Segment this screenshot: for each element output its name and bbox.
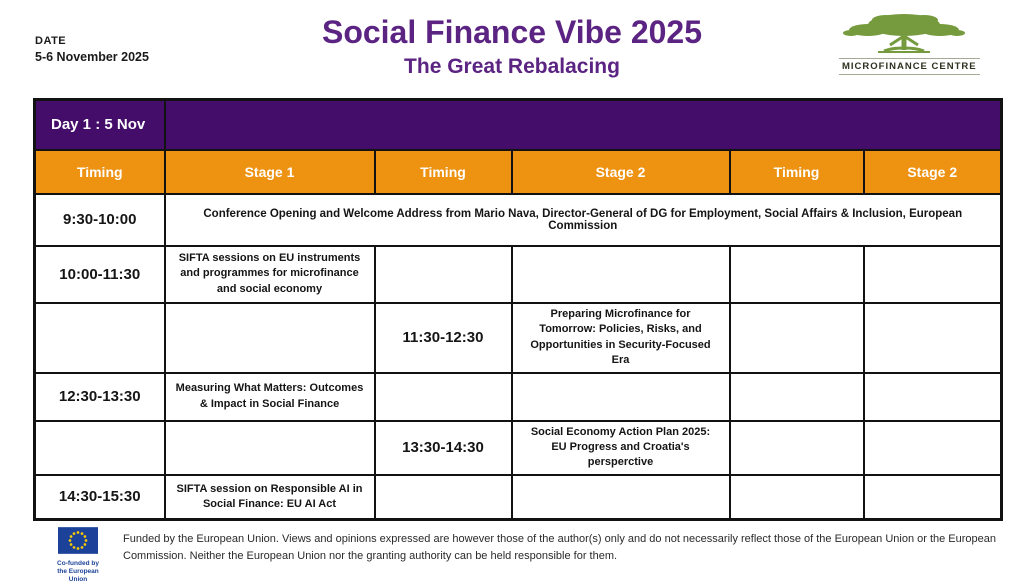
empty-cell <box>864 246 1002 303</box>
empty-cell <box>730 475 864 520</box>
empty-cell <box>730 246 864 303</box>
col-header-timing-3: Timing <box>730 150 864 194</box>
column-header-row <box>35 150 1002 194</box>
empty-cell <box>375 475 512 520</box>
timing-cell: 12:30-13:30 <box>35 373 165 421</box>
table-row <box>35 373 1002 421</box>
empty-cell <box>864 303 1002 373</box>
date-label: DATE <box>35 35 67 47</box>
funding-disclaimer: Funded by the European Union. Views and opinions expressed are however those of the author(s) only and do not necessarily reflect those of the European Union or the European Commission. Neither the European Union nor the granting authority can be held responsible for them. <box>123 533 997 562</box>
empty-cell <box>730 303 864 373</box>
col-header-stage-1: Stage 1 <box>165 150 375 194</box>
day-header-row <box>35 100 1002 150</box>
table-row <box>35 246 1002 303</box>
session-cell: Social Economy Action Plan 2025: EU Progress and Croatia's persperctive <box>512 421 730 475</box>
empty-cell <box>35 421 165 475</box>
session-cell: Measuring What Matters: Outcomes & Impact in Social Finance <box>165 373 375 421</box>
col-header-timing-2: Timing <box>375 150 512 194</box>
empty-cell <box>35 303 165 373</box>
empty-cell <box>864 475 1002 520</box>
tree-icon <box>842 12 966 56</box>
session-cell: SIFTA sessions on EU instruments and programmes for microfinance and social economy <box>165 246 375 303</box>
empty-cell <box>165 421 375 475</box>
empty-cell <box>165 303 375 373</box>
page-title: Social Finance Vibe 2025 <box>321 14 703 50</box>
col-header-stage-2b: Stage 2 <box>864 150 1002 194</box>
empty-cell <box>512 475 730 520</box>
table-row <box>35 303 1002 373</box>
agenda-table <box>33 98 1003 521</box>
empty-cell <box>375 373 512 421</box>
empty-cell <box>512 246 730 303</box>
table-row <box>35 475 1002 520</box>
empty-cell <box>512 373 730 421</box>
eu-flag-icon <box>58 527 98 554</box>
empty-cell <box>864 421 1002 475</box>
table-row <box>35 421 1002 475</box>
timing-cell: 11:30-12:30 <box>375 303 512 373</box>
microfinance-centre-logo <box>839 12 977 75</box>
timing-cell: 9:30-10:00 <box>35 194 165 246</box>
timing-cell: 14:30-15:30 <box>35 475 165 520</box>
day-label: Day 1 : 5 Nov <box>35 100 165 150</box>
logo-wordmark: MICROFINANCE CENTRE <box>839 58 980 75</box>
eu-cofunded-logo <box>57 527 99 584</box>
date-value: 5-6 November 2025 <box>35 50 149 64</box>
timing-cell: 10:00-11:30 <box>35 246 165 303</box>
empty-cell <box>864 373 1002 421</box>
schedule-table <box>33 98 1003 521</box>
session-cell: Conference Opening and Welcome Address from Mario Nava, Director-General of DG for Employment, Social Affairs & Inclusion, European Commission <box>165 194 1002 246</box>
session-cell: SIFTA session on Responsible AI in Social Finance: EU AI Act <box>165 475 375 520</box>
empty-cell <box>375 246 512 303</box>
col-header-stage-2: Stage 2 <box>512 150 730 194</box>
empty-cell <box>730 421 864 475</box>
session-cell: Preparing Microfinance for Tomorrow: Policies, Risks, and Opportunities in Security-Focused Era <box>512 303 730 373</box>
timing-cell: 13:30-14:30 <box>375 421 512 475</box>
page-subtitle: The Great Rebalacing <box>404 55 620 78</box>
table-row <box>35 194 1002 246</box>
col-header-timing-1: Timing <box>35 150 165 194</box>
empty-cell <box>730 373 864 421</box>
day-header-spacer <box>165 100 1002 150</box>
eu-logo-caption: Co-funded by the European Union <box>57 560 99 584</box>
